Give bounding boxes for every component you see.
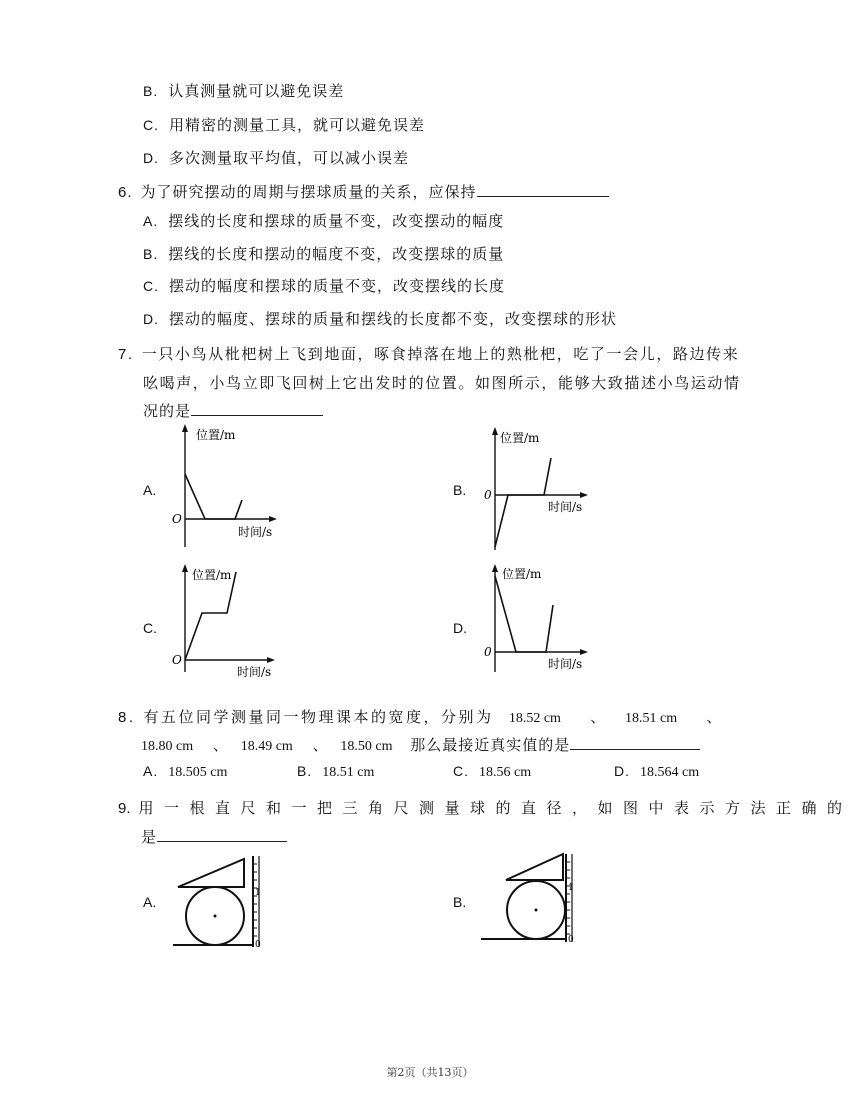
q5-option-b: B. 认真测量就可以避免误差 bbox=[143, 82, 345, 100]
ruler-mark-1: 1 bbox=[568, 883, 574, 893]
x-axis-label: 时间/s bbox=[237, 665, 272, 679]
q8-stem-line1: 8. 有五位同学测量同一物理课本的宽度，分别为 18.52 cm 、 18.51 cm 、 bbox=[118, 708, 724, 726]
answer-blank bbox=[157, 827, 287, 842]
q7-graph-d-letter: D. bbox=[453, 620, 467, 636]
q7-graph-b-letter: B. bbox=[453, 482, 467, 498]
q7-graph-a bbox=[165, 422, 285, 550]
origin-label: 0 bbox=[484, 488, 492, 502]
q9-stem-line2: 是 bbox=[141, 826, 287, 847]
q6-stem: 6. 为了研究摆动的周期与摆球质量的关系，应保持 bbox=[118, 181, 609, 202]
q7-stem-line2: 吆喝声，小鸟立即飞回树上它出发时的位置。如图所示，能够大致描述小鸟运动情 bbox=[143, 374, 741, 392]
q5-option-d: D. 多次测量取平均值，可以减小误差 bbox=[143, 149, 410, 167]
y-axis-label: 位置/m bbox=[196, 428, 236, 442]
q6-option-c: C. 摆动的幅度和摆球的质量不变，改变摆线的长度 bbox=[143, 277, 506, 295]
ruler-mark-1: 1 bbox=[255, 888, 261, 898]
q7-graph-d bbox=[478, 562, 598, 680]
x-axis-label: 时间/s bbox=[548, 500, 583, 514]
q7-graph-c bbox=[165, 562, 285, 680]
x-axis-label: 时间/s bbox=[548, 657, 583, 671]
q8-option-b: B. 18.51 cm bbox=[297, 763, 375, 780]
y-axis-label: 位置/m bbox=[502, 567, 542, 581]
origin-label: O bbox=[172, 653, 182, 667]
q8-stem-line2: 18.80 cm 、 18.49 cm 、 18.50 cm 那么最接近真实值的是 bbox=[141, 734, 700, 755]
q9-figure-b-letter: B. bbox=[453, 894, 467, 910]
q9-figure-a-letter: A. bbox=[143, 894, 157, 910]
q9-stem-line1: 9. 用一根直尺和一把三角尺测量球的直径，如图中表示方法正确的 bbox=[118, 799, 853, 817]
q7-graph-b bbox=[478, 425, 598, 553]
origin-label: 0 bbox=[484, 645, 492, 659]
q8-option-a: A. 18.505 cm bbox=[143, 763, 228, 780]
answer-blank bbox=[191, 401, 323, 416]
q7-graph-c-letter: C. bbox=[143, 620, 157, 636]
q9-figure-b bbox=[478, 850, 578, 950]
q7-stem-line3: 况的是 bbox=[143, 400, 323, 421]
answer-blank bbox=[477, 182, 609, 197]
q8-option-d: D. 18.564 cm bbox=[614, 763, 700, 780]
answer-blank bbox=[570, 735, 700, 750]
q6-option-d: D. 摆动的幅度、摆球的质量和摆线的长度都不变，改变摆球的形状 bbox=[143, 310, 618, 328]
origin-label: O bbox=[172, 512, 182, 526]
q8-option-c: C. 18.56 cm bbox=[453, 763, 532, 780]
page-footer: 第2页（共13页） bbox=[386, 1066, 474, 1079]
q6-option-a: A. 摆线的长度和摆球的质量不变，改变摆动的幅度 bbox=[143, 212, 505, 230]
ruler-mark-0: 0 bbox=[568, 935, 574, 945]
q5-option-c: C. 用精密的测量工具，就可以避免误差 bbox=[143, 116, 426, 134]
y-axis-label: 位置/m bbox=[192, 568, 232, 582]
q7-graph-a-letter: A. bbox=[143, 482, 157, 498]
x-axis-label: 时间/s bbox=[238, 525, 273, 539]
q6-option-b: B. 摆线的长度和摆动的幅度不变，改变摆球的质量 bbox=[143, 245, 505, 263]
q7-stem-line1: 7. 一只小鸟从枇杷树上飞到地面，啄食掉落在地上的熟枇杷，吃了一会儿，路边传来 bbox=[118, 345, 740, 363]
y-axis-label: 位置/m bbox=[500, 431, 540, 445]
q9-figure-a bbox=[168, 852, 268, 952]
ruler-mark-0: 0 bbox=[255, 940, 261, 950]
